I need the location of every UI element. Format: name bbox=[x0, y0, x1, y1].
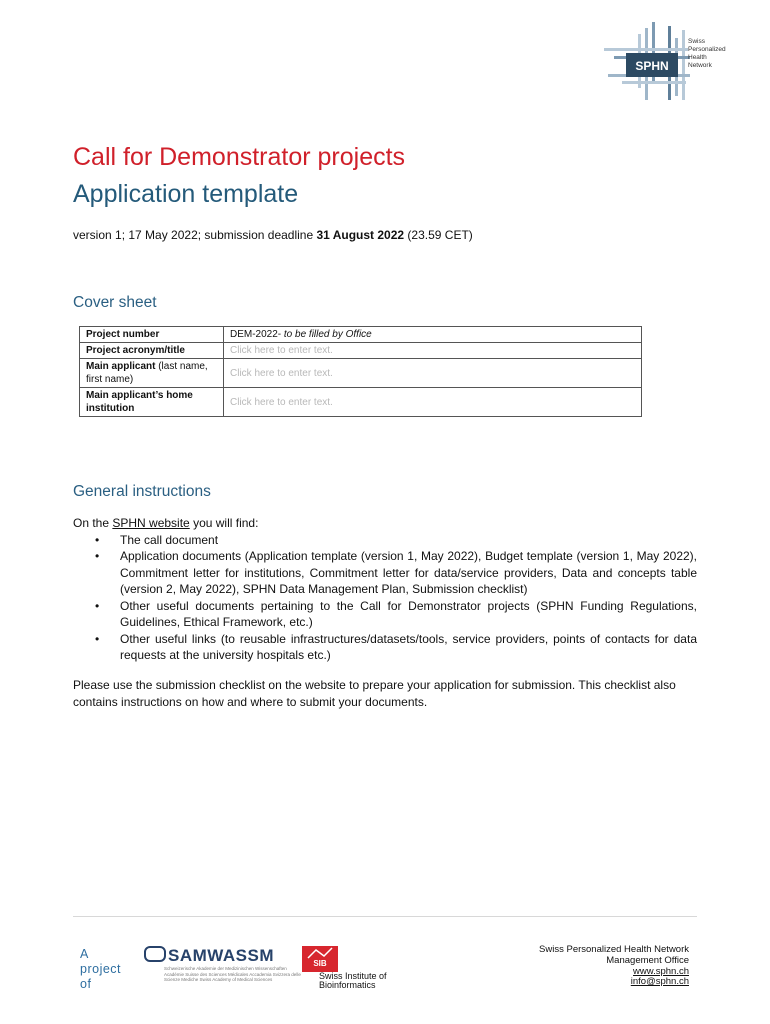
row-label: Project acronym/title bbox=[80, 343, 224, 359]
table-row bbox=[80, 388, 642, 417]
cover-sheet-table bbox=[79, 326, 642, 417]
website-link[interactable]: www.sphn.ch bbox=[633, 965, 689, 977]
logo-text: SPHN bbox=[635, 59, 669, 73]
table-row bbox=[80, 359, 642, 388]
samw-logo bbox=[144, 946, 304, 983]
sib-badge-icon bbox=[302, 946, 338, 972]
project-of-label: A project of bbox=[80, 947, 122, 991]
list-item: • Other useful documents pertaining to the Call for Demonstrator projects (SPHN Funding Regulations, Guidelines, Ethical Framework, etc.) bbox=[95, 598, 697, 629]
email-link[interactable]: info@sphn.ch bbox=[630, 976, 689, 988]
row-label: Main applicant’s home institution bbox=[80, 388, 224, 417]
deadline-date: 31 August 2022 bbox=[316, 228, 405, 242]
bullet-icon: • bbox=[95, 549, 100, 563]
general-instructions-heading: General instructions bbox=[73, 483, 211, 500]
cover-sheet-heading: Cover sheet bbox=[73, 294, 157, 311]
table-row bbox=[80, 327, 642, 343]
submission-note: Please use the submission checklist on the website to prepare your application for submission. This checklist also contains instructions on how and where to submit your documents. bbox=[73, 678, 676, 709]
logo-wordmark: Swiss Personalized Health Network bbox=[688, 38, 726, 69]
document-title: Call for Demonstrator projects bbox=[73, 143, 406, 171]
bullet-icon: • bbox=[95, 598, 100, 613]
list-item: • Other useful links (to reusable infrastructures/datasets/tools, service providers, points of contacts for data requests at the university hospitals etc.) bbox=[95, 631, 697, 662]
samw-name: SAMWASSM bbox=[168, 946, 274, 965]
acronym-title-field[interactable]: Click here to enter text. bbox=[224, 343, 642, 359]
instructions-intro: On the SPHN website you will find: bbox=[73, 516, 259, 530]
main-applicant-field[interactable]: Click here to enter text. bbox=[224, 359, 642, 388]
bullet-icon: • bbox=[95, 631, 100, 646]
row-label: Project number bbox=[80, 327, 224, 343]
svg-text:SIB: SIB bbox=[313, 959, 327, 968]
management-office-address: Swiss Personalized Health Network Management Office www.sphn.ch info@sphn.ch bbox=[539, 944, 689, 988]
bullet-icon: • bbox=[95, 532, 100, 547]
list-item: • The call document bbox=[95, 532, 219, 547]
sib-name: Swiss Institute of Bioinformatics bbox=[319, 971, 387, 990]
home-institution-field[interactable]: Click here to enter text. bbox=[224, 388, 642, 417]
project-number-value: DEM-2022- to be filled by Office bbox=[224, 327, 642, 343]
instructions-list bbox=[73, 532, 697, 664]
table-row bbox=[80, 343, 642, 359]
version-line: version 1; 17 May 2022; submission deadline 31 August 2022 (23.59 CET) bbox=[73, 228, 473, 242]
row-label: Main applicant (last name, first name) bbox=[80, 359, 224, 388]
list-item: • Application documents (Application template (version 1, May 2022), Budget template (version 1, May 2022), Commitment letter for institutions, Commitment letter for data/service providers, Data and concepts table (version 2, May 2022), SPHN Data Management Plan, Submission checklist) bbox=[95, 549, 697, 596]
document-subtitle: Application template bbox=[73, 180, 299, 208]
sphn-website-link[interactable]: SPHN website bbox=[112, 516, 190, 530]
samw-subtitle: Schweizerische Akademie der Medizinischen Wissenschaften Académie Suisse des Sciences Médicales Accademia Svizzera delle Scienze Mediche Swiss Academy of Medical Sciences bbox=[164, 966, 301, 982]
instructions-body bbox=[73, 515, 697, 664]
footer-divider bbox=[73, 916, 697, 917]
